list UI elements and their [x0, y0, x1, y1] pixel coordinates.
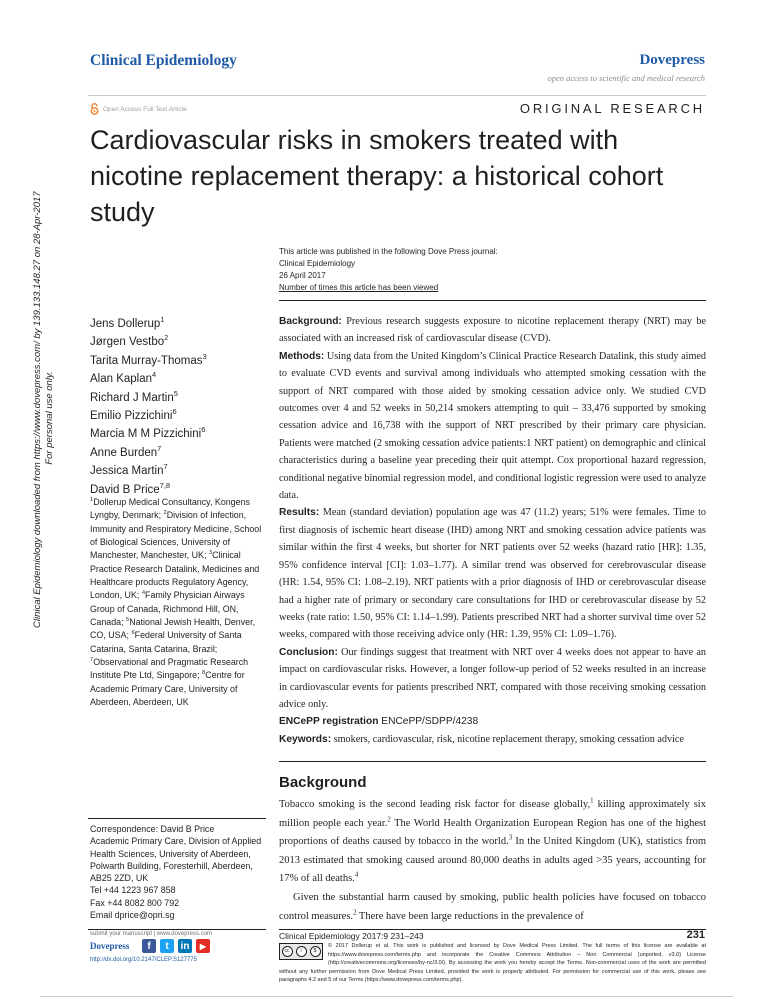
abstract-keywords: Keywords: smokers, cardiovascular, risk, nicotine replacement therapy, smoking cessation advice [279, 733, 684, 745]
affiliation-number: 4 [141, 590, 146, 597]
download-note-line2: For personal use only. [44, 371, 55, 465]
abstract-conclusion-label: Conclusion: [279, 646, 338, 658]
footer-dovepress-logo[interactable]: Dovepress [90, 941, 130, 951]
affiliation-number: 8 [202, 670, 206, 677]
affiliation-text: Division of Infection, Immunity and Respiratory Medicine, School of Biological Sciences, University of Manchester, Manchester, UK; [90, 510, 262, 561]
background-paragraph-2: Given the substantial harm caused by smoking, public health policies have focused on tobacco control measures.$^2$ There have been large reductions in the prevalence of [279, 891, 706, 922]
journal-name: Clinical Epidemiology [90, 52, 237, 69]
nc-icon: $ [310, 946, 321, 957]
social-links [142, 939, 210, 953]
abstract-methods: Methods: Using data from the United Kingdom’s Clinical Practice Research Datalink, this study aimed to evaluate CVD events and survival among individuals who attempted smoking cessation with the support of NRT compared with those aided by smoking cessation advice only. We studied CVD outcomes over 4 and 52 weeks in 50,214 smokers attempting to quit – 33,476 supported by smoking cessation advice and 16,738 with the support of NRT prescribed by their primary care physician. Patients were matched (2 smoking cessation advice patients:1 NRT patient) on demographic and clinical characteristics during a baseline year preceding their quit attempt. Cox proportional hazard regression, conditional negative binomial regression model, and conditional logistic regression were used to analyze data. [279, 350, 706, 502]
linkedin-icon[interactable]: in [178, 939, 192, 953]
license-text [279, 942, 706, 985]
author-name: Emilio Pizzichini$^6$ [90, 407, 177, 423]
abstract-divider [279, 761, 706, 762]
author-name: Jessica Martin$^7$ [90, 462, 168, 478]
abstract-background-label: Background: [279, 316, 342, 327]
author-name: David B Price$^{7,8}$ [90, 480, 171, 496]
views-link[interactable]: Number of times this article has been viewed [279, 283, 439, 292]
affiliation-text: Federal University of Santa Catarina, Santa Catarina, Brazil; [90, 630, 242, 654]
affiliation-number: 2 [163, 510, 167, 517]
open-access-icon [90, 103, 99, 115]
affiliation-text: Family Physician Airways Group of Canada, Richmond Hill, ON, Canada; [90, 590, 245, 628]
publication-info [279, 246, 498, 294]
creative-commons-badge[interactable] [279, 943, 323, 960]
abstract-methods-label: Methods: [279, 350, 325, 362]
affiliation-text: Observational and Pragmatic Research Institute Pte Ltd, Singapore; [90, 657, 249, 681]
affiliation-number: 1 [90, 497, 94, 504]
license-body: © 2017 Dollerup et al. This work is published and licensed by Dove Medical Press Limited. The full terms of this license are available at https://www.dovepress.com/terms.php and incorporate the Creative Commons Attribution – Non Commercial (unported, v3.0) License (http://creativecommons.org/licenses/by-nc/3.0/). By accessing the work you hereby accept the Terms. Non-commercial uses of the work are permitted without any further permission from Dove Medical Press Limited, provided the work is properly attributed. For permission for commercial use of this work, please see paragraphs 4.2 and 5 of our Terms (https://www.dovepress.com/terms.php). [279, 943, 706, 984]
abstract-conclusion: Conclusion: Our findings suggest that treatment with NRT over 4 weeks does not appear to have an impact on cardiovascular risks. However, a longer follow-up period of 52 weeks resulted in an increase in cardiovascular events for patients prescribed NRT, compared with those receiving smoking cessation advice only. [279, 646, 706, 710]
publication-date: 26 April 2017 [279, 271, 326, 280]
keywords-label: Keywords: [279, 733, 332, 745]
correspondence-fax: Fax +44 8082 800 792 [90, 897, 180, 908]
publication-divider [279, 300, 706, 301]
download-note-line1: Clinical Epidemiology downloaded from https://www.dovepress.com/ by 139.133.148.27 on 28-Apr-2017 [32, 191, 43, 628]
affiliation-text: National Jewish Health, Denver, CO, USA; [90, 617, 256, 641]
background-text [279, 796, 706, 926]
facebook-icon[interactable]: f [142, 939, 156, 953]
cc-icon: cc [282, 946, 293, 957]
publisher-tagline: open access to scientific and medical research [547, 73, 705, 83]
page-number: 231 [686, 929, 705, 941]
article-title: Cardiovascular risks in smokers treated with nicotine replacement therapy: a historical cohort study [90, 125, 664, 227]
author-name: Richard J Martin$^5$ [90, 388, 178, 404]
background-paragraph-1: Tobacco smoking is the second leading risk factor for disease globally,$^1$ killing approximately six million people each year.$^2$ The World Health Organization European Region has one of the highest proportions of deaths caused by tobacco in the world.$^3$ In the United Kingdom (UK), statistics from 2013 estimated that smoking caused around 80,000 deaths in adults aged >35 years, accounting for 17% of all deaths.$^4$ [279, 797, 707, 885]
affiliation-number: 5 [126, 617, 130, 624]
submit-manuscript-link[interactable]: submit your manuscript | www.dovepress.com [90, 931, 212, 937]
affiliation-number: 7 [90, 657, 94, 664]
abstract-background: Background: Previous research suggests exposure to nicotine replacement therapy (NRT) may be associated with an increased risk of cardiovascular disease (CVD). [279, 316, 706, 345]
publication-journal: Clinical Epidemiology [279, 259, 356, 268]
publication-info-line: This article was published in the following Dove Press journal: [279, 247, 498, 256]
author-name: Tarita Murray-Thomas$^3$ [90, 351, 207, 367]
publisher-logo[interactable]: Dovepress [639, 52, 705, 68]
twitter-icon[interactable]: t [160, 939, 174, 953]
affiliation-text: Clinical Practice Research Datalink, Medicines and Healthcare products Regulatory Agency, London, UK; [90, 550, 260, 601]
abstract-results-label: Results: [279, 507, 320, 519]
footer-left-divider [88, 929, 266, 930]
correspondence-tel: Tel +44 1223 967 858 [90, 885, 176, 896]
citation: Clinical Epidemiology 2017:9 231–243 [279, 931, 424, 941]
section-heading-background: Background [279, 774, 367, 791]
author-name: Alan Kaplan$^4$ [90, 370, 157, 386]
correspondence-email[interactable]: Email dprice@opri.sg [90, 910, 175, 921]
open-access-text: Open Access Full Text Article [103, 105, 187, 113]
encepp-label: ENCePP registration [279, 716, 379, 728]
download-watermark [32, 191, 60, 628]
author-name: Jørgen Vestbo$^2$ [90, 333, 169, 349]
correspondence [90, 823, 270, 921]
author-name: Marcia M M Pizzichini$^6$ [90, 425, 206, 441]
author-list [90, 315, 207, 499]
article-type: ORIGINAL RESEARCH [519, 101, 705, 116]
correspondence-divider [88, 818, 266, 819]
footer-right-divider [279, 929, 706, 930]
author-name: Jens Dollerup$^1$ [90, 315, 165, 330]
page-bottom-divider [40, 996, 733, 997]
doi-link[interactable]: http://dx.doi.org/10.2147/CLEP.S127775 [90, 957, 197, 963]
abstract [279, 313, 706, 748]
affiliation-text: Centre for Academic Primary Care, University of Aberdeen, Aberdeen, UK [90, 670, 245, 708]
affiliation-number: 6 [131, 630, 135, 637]
affiliation-text: Dollerup Medical Consultancy, Kongens Lyngby, Denmark; [90, 497, 250, 521]
correspondence-address: Academic Primary Care, Division of Applied Health Sciences, University of Aberdeen, Polwarth Building, Foresterhill, Aberdeen, AB25 2ZD, UK [90, 836, 262, 884]
affiliations [90, 496, 265, 710]
abstract-results: Results: Mean (standard deviation) population age was 47 (11.2) years; 51% were females. Time to first diagnosis of ischemic heart disease (IHD) among NRT and smoking cessation advice patients was similar within the first 4 weeks, but shorter for NRT patients over 52 weeks (hazard ratio [HR]: 1.35, 95% confidence interval [CI]: 1.03–1.77). A similar trend was observed for cerebrovascular disease (HR: 1.54, 95% CI: 1.08–2.19). NRT patients with a prior diagnosis of IHD or cerebrovascular disease had a higher rate of primary or secondary care consultations for IHD or cerebrovascular disease by 52 weeks (rate ratio: 1.50, 95% CI: 1.14–1.99). Patients prescribed NRT had a shorter survival time over 52 weeks, compared with those receiving advice only (HR: 1.39, 95% CI: 1.09–1.76). [279, 507, 706, 641]
youtube-icon[interactable]: ▶ [196, 939, 210, 953]
affiliation-number: 3 [208, 550, 213, 557]
header-divider [88, 95, 706, 96]
open-access-label [90, 103, 187, 115]
correspondence-label: Correspondence: David B Price [90, 824, 215, 834]
author-name: Anne Burden$^7$ [90, 444, 162, 459]
by-icon: i [296, 946, 307, 957]
abstract-encepp: ENCePP registration ENCePP/SDPP/4238 [279, 716, 479, 728]
